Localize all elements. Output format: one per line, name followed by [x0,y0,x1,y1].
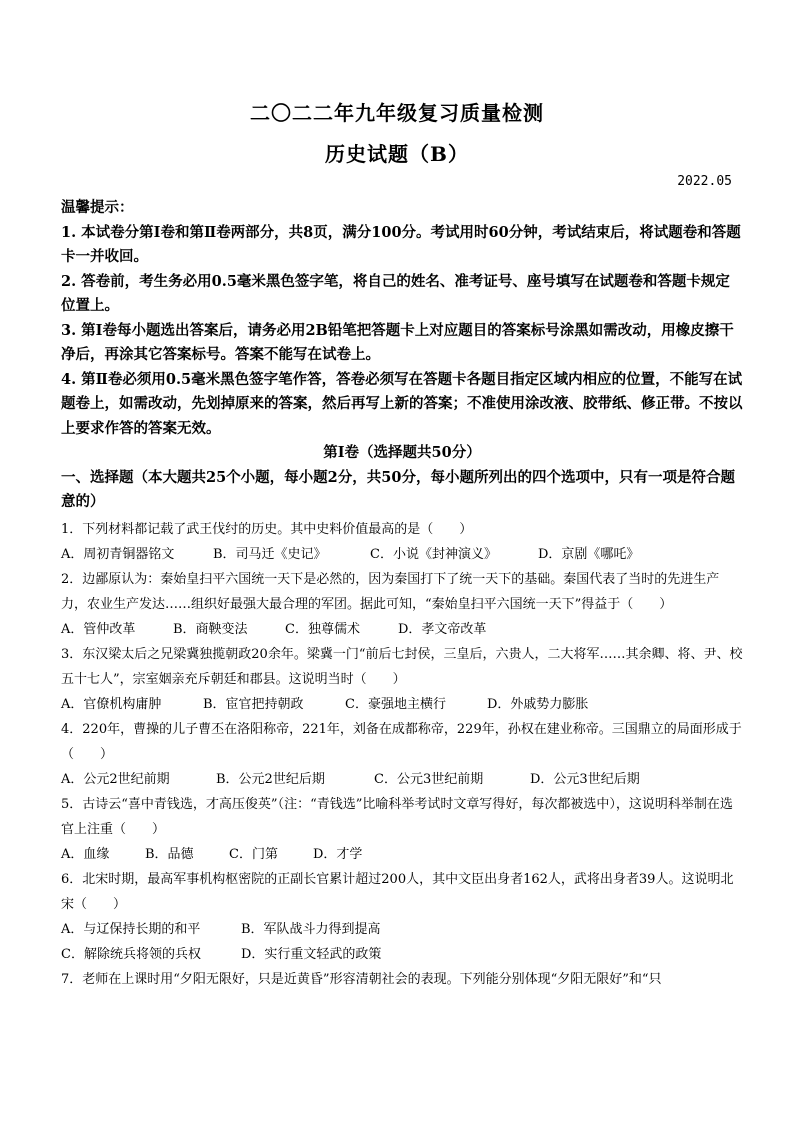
answer-option[interactable]: A．公元2世纪前期 [61,771,170,787]
options-row [61,842,743,867]
answer-option[interactable]: B．公元2世纪后期 [216,771,325,787]
options-row [61,917,743,942]
question-stem: 3．东汉梁太后之兄梁冀独揽朝政20余年。梁冀一门“前后七封侯，三皇后，六贵人，二大将军……其余卿、将、尹、校五十七人”，宗室姻亲充斥朝廷和郡县。这说明当时（ ） [61,646,743,687]
answer-option[interactable]: C．小说《封神演义》 [370,546,497,562]
options-row [61,617,743,642]
answer-option[interactable]: A．与辽保持长期的和平 [61,921,201,937]
tip-item: 3. 第Ⅰ卷每小题选出答案后，请务必用2B铅笔把答题卡上对应题目的答案标号涂黑如需改动，用橡皮擦干净后，再涂其它答案标号。答案不能写在试卷上。 [61,321,734,363]
section-heading: 一、选择题（本大题共25个小题，每小题2分，共50分，每小题所列出的四个选项中，只有一项是符合题意的） [61,468,735,510]
answer-option[interactable]: D．京剧《哪吒》 [538,546,640,562]
answer-option[interactable]: A．官僚机构庸肿 [61,696,162,712]
tips-block [61,196,743,441]
question-stem: 4．220年，曹操的儿子曹丕在洛阳称帝，221年，刘备在成都称帝，229年，孙权在建业称帝。三国鼎立的局面形成于（ ） [61,721,742,762]
tip-item: 2. 答卷前，考生务必用0.5毫米黑色签字笔，将自己的姓名、准考证号、座号填写在试题卷和答题卡规定位置上。 [61,272,730,314]
tip-item: 4. 第Ⅱ卷必须用0.5毫米黑色签字笔作答，答卷必须写在答题卡各题目指定区域内相应的位置，不能写在试题卷上，如需改动，先划掉原来的答案，然后再写上新的答案；不准使用涂改液、胶带纸、修正带。不按以上要求作答的答案无效。 [61,370,743,437]
answer-option[interactable]: A．周初青铜器铭文 [61,546,175,562]
exam-subtitle: 历史试题（B） [325,142,469,166]
answer-option[interactable]: A．血缘 [61,846,110,862]
answer-option[interactable]: D．实行重文轻武的政策 [241,946,382,962]
answer-option[interactable]: B．品德 [145,846,194,862]
answer-option[interactable]: D．才学 [313,846,363,862]
answer-option[interactable]: A．管仲改革 [61,621,136,637]
tips-heading: 温馨提示： [61,199,134,216]
question-stem: 7．老师在上课时用“夕阳无限好，只是近黄昏”形容清朝社会的表现。下列能分别体现“夕阳无限好”和“只 [61,971,662,987]
answer-option[interactable]: B．宦官把持朝政 [203,696,304,712]
answer-option[interactable]: B．军队战斗力得到提高 [241,921,381,937]
exam-date: 2022.05 [677,174,732,189]
answer-option[interactable]: C．解除统兵将领的兵权 [61,946,201,962]
exam-content [61,196,743,992]
answer-option[interactable]: C．豪强地主横行 [345,696,446,712]
question-stem: 1．下列材料都记载了武王伐纣的历史。其中史料价值最高的是（ ） [61,521,473,537]
answer-option[interactable]: D．孝文帝改革 [398,621,487,637]
options-row [61,942,743,967]
question-stem: 5．古诗云“喜中青钱选，才高压俊英”（注：“青钱选”比喻科举考试时文章写得好，每次都被选中），这说明科举制在选官上注重（ ） [61,796,733,837]
answer-option[interactable]: C．门第 [229,846,278,862]
answer-option[interactable]: B．商鞅变法 [173,621,248,637]
answer-option[interactable]: D．外戚势力膨胀 [487,696,589,712]
question-stem: 6．北宋时期，最高军事机构枢密院的正副长官累计超过200人，其中文臣出身者162人，武将出身者39人。这说明北宋（ ） [61,871,734,912]
options-row [61,767,743,792]
question-list [61,517,743,992]
tip-item: 1. 本试卷分第Ⅰ卷和第Ⅱ卷两部分，共8页，满分100分。考试用时60分钟，考试结束后，将试题卷和答题卡一并收回。 [61,223,741,265]
question-stem: 2．边鄙原认为：秦始皇扫平六国统一天下是必然的，因为秦国打下了统一天下的基础。秦国代表了当时的先进生产力，农业生产发达……组织好最强大最合理的军团。据此可知，“秦始皇扫平六国统一天下”得益于（ ） [61,571,720,612]
exam-title: 二〇二二年九年级复习质量检测 [250,101,544,125]
part1-title: 第Ⅰ卷（选择题共50分） [323,444,481,461]
answer-option[interactable]: B．司马迁《史记》 [213,546,327,562]
answer-option[interactable]: C．独尊儒术 [285,621,360,637]
answer-option[interactable]: C．公元3世纪前期 [374,771,484,787]
options-row [61,542,743,567]
options-row [61,692,743,717]
answer-option[interactable]: D．公元3世纪后期 [530,771,640,787]
